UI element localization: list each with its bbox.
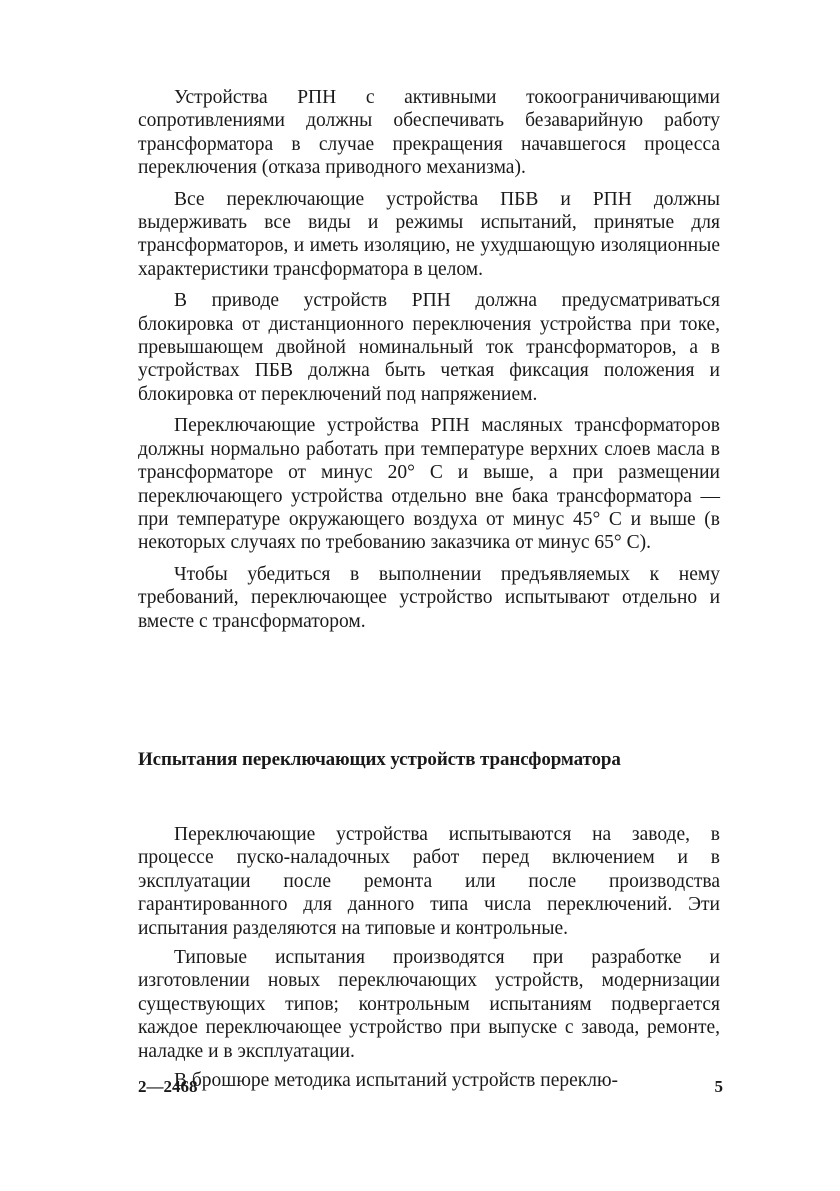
body-text-section-2 xyxy=(138,823,720,1098)
paragraph: В приводе устройств РПН должна предусматриваться блокировка от дистанционного переключения устройства при токе, превышающем двойной номинальный ток трансформаторов, а в устройствах ПБВ должна быть четкая фиксация положения и блокировка от переключений под напряжением. xyxy=(138,290,720,405)
section-heading: Испытания переключающих устройств трансформатора xyxy=(138,749,621,770)
page-number: 5 xyxy=(714,1077,723,1096)
paragraph: Переключающие устройства РПН масляных трансформаторов должны нормально работать при температуре верхних слоев масла в трансформаторе от минус 20° С и выше, а при размещении переключающего устройства отдельно вне бака трансформатора — при температуре окружающего воздуха от минус 45° С и выше (в некоторых случаях по требованию заказчика от минус 65° С). xyxy=(138,415,720,554)
paragraph: В брошюре методика испытаний устройств переклю- xyxy=(174,1070,619,1092)
paragraph: Переключающие устройства испытываются на заводе, в процессе пуско-наладочных работ перед включением и в эксплуатации после ремонта или после производства гарантированного для данного типа числа переключений. Эти испытания разделяются на типовые и контрольные. xyxy=(138,824,720,939)
paragraph: Чтобы убедиться в выполнении предъявляемых к нему требований, переключающее устройство испытывают отдельно и вместе с трансформатором. xyxy=(138,563,720,632)
body-text-section-1 xyxy=(138,86,720,641)
paragraph: Устройства РПН с активными токоограничивающими сопротивлениями должны обеспечивать безаварийную работу трансформатора в случае прекращения начавшегося процесса переключения (отказа приводного механизма). xyxy=(138,87,720,179)
paragraph: Типовые испытания производятся при разработке и изготовлении новых переключающих устройств, модернизации существующих типов; контрольным испытаниям подвергается каждое переключающее устройство при выпуске с завода, ремонте, наладке и в эксплуатации. xyxy=(138,947,720,1062)
paragraph: Все переключающие устройства ПБВ и РПН должны выдерживать все виды и режимы испытаний, принятые для трансформаторов, и иметь изоляцию, не ухудшающую изоляционные характеристики трансформатора в целом. xyxy=(138,188,720,280)
printer-signature-mark: 2—2468 xyxy=(138,1077,198,1096)
